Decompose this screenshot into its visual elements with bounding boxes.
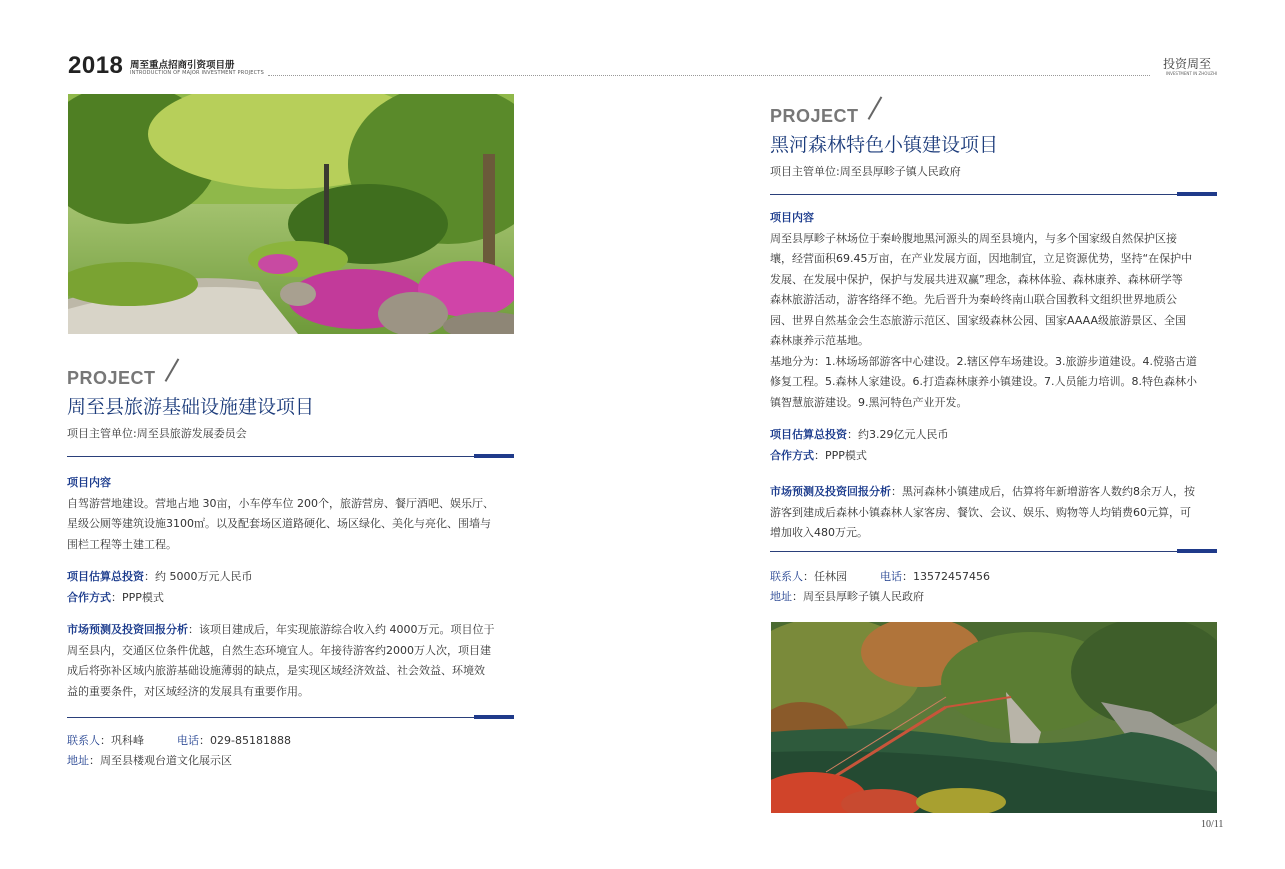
left-address-line (67, 752, 232, 768)
right-address-label: 地址 (770, 590, 792, 603)
right-content-line: 森林旅游活动，游客络绎不绝。先后晋升为秦岭终南山联合国教科文组织世界地质公 (770, 293, 1177, 306)
right-contact-label: 联系人 (770, 570, 803, 583)
right-project-slash (868, 96, 882, 119)
left-market-line: 益的重要条件，对区域经济的发展具有重要作用。 (67, 684, 309, 698)
left-content-line: 围栏工程等土建工程。 (67, 537, 177, 551)
header-right-subtitle: INVESTMENT IN ZHOUZHI (1166, 71, 1218, 76)
right-project-title: 黑河森林特色小镇建设项目 (770, 134, 999, 156)
garden-photo (68, 94, 514, 334)
right-divider-2-accent (1177, 549, 1217, 553)
left-phone-value: ：029-85181888 (199, 734, 291, 747)
right-divider-1-accent (1177, 192, 1217, 196)
right-phone-value: ：13572457456 (902, 570, 990, 583)
right-divider-2 (770, 551, 1217, 552)
right-market-first: ：黑河森林小镇建成后，估算将年新增游客人数约8余万人，按 (891, 485, 1195, 498)
header-subtitle: INTRODUCTION OF MAJOR INVESTMENT PROJECTS (130, 70, 264, 76)
right-content-line: 森林康养示范基地。 (770, 334, 869, 347)
left-market-section (67, 620, 519, 702)
right-content-line: 壤，经营面积69.45万亩，在产业发展方面，因地制宜，立足资源优势，坚持“在保护中 (770, 252, 1193, 265)
right-content-line: 园、世界自然基金会生态旅游示范区、国家级森林公园、国家AAAA级旅游景区、全国 (770, 313, 1187, 327)
left-cooperation-value: ：PPP模式 (111, 590, 164, 604)
right-content-label: 项目内容 (770, 211, 814, 224)
right-content-line: 发展、在发展中保护，保护与发展共进双赢”理念，森林体验、森林康养、森林研学等 (770, 272, 1183, 286)
right-content-section (770, 208, 1222, 413)
header-right-title: 投资周至 (1163, 57, 1212, 71)
right-market-line: 增加收入480万元。 (770, 526, 868, 539)
right-content-line: 修复工程。5.森林人家建设。6.打造森林康养小镇建设。7.人员能力培训。8.特色森林小 (770, 375, 1197, 388)
left-investment-label: 项目估算总投资 (67, 570, 144, 583)
header-year: 2018 (68, 52, 124, 79)
left-contact-label: 联系人 (67, 734, 100, 747)
right-market-label: 市场预测及投资回报分析 (770, 485, 891, 498)
right-investment-value: ：约3.29亿元人民币 (847, 428, 949, 441)
left-address-value: ：周至县楼观台道文化展示区 (89, 754, 232, 767)
header-title: 周至重点招商引资项目册 (130, 60, 235, 71)
right-investment-label: 项目估算总投资 (770, 428, 847, 441)
left-divider-1-accent (474, 454, 514, 458)
right-content-line: 周至县厚畛子林场位于秦岭腹地黑河源头的周至县境内，与多个国家级自然保护区接 (770, 231, 1177, 245)
left-market-line: 成后将弥补区域内旅游基础设施薄弱的缺点，是实现区域经济效益、社会效益、环境效 (67, 664, 485, 677)
left-content-line: 星级公厕等建筑设施3100㎡。以及配套场区道路硬化、场区绿化、美化与亮化、围墙与 (67, 517, 491, 530)
right-content-line: 镇智慧旅游建设。9.黑河特色产业开发。 (770, 395, 968, 409)
page-number: 10/11 (1201, 819, 1224, 830)
left-project-slash (165, 358, 179, 381)
left-content-section (67, 473, 517, 555)
left-cooperation-label: 合作方式 (67, 590, 111, 604)
left-market-label: 市场预测及投资回报分析 (67, 623, 188, 636)
right-divider-1 (770, 194, 1217, 195)
left-content-label: 项目内容 (67, 476, 111, 489)
right-investment-section (770, 425, 1222, 466)
left-project-label: PROJECT (67, 368, 156, 388)
right-cooperation-label: 合作方式 (770, 448, 814, 462)
left-market-line: 周至县内，交通区位条件优越，自然生态环境宜人。年接待游客约2000万人次，项目建 (67, 643, 491, 657)
left-content-line: 自驾游营地建设。营地占地 30亩，小车停车位 200个，旅游营房、餐厅酒吧、娱乐厅、 (67, 496, 494, 510)
right-phone-label: 电话 (880, 570, 902, 583)
left-investment-section (67, 567, 517, 608)
right-market-section (770, 482, 1225, 544)
right-contact-line (770, 568, 990, 584)
left-investment-value: ：约 5000万元人民币 (144, 570, 253, 583)
right-address-line (770, 588, 924, 604)
right-project-owner: 项目主管单位:周至县厚畛子镇人民政府 (770, 165, 961, 178)
left-contact-line (67, 732, 291, 748)
right-cooperation-value: ：PPP模式 (814, 448, 867, 462)
right-address-value: ：周至县厚畛子镇人民政府 (792, 590, 924, 603)
left-phone-label: 电话 (177, 734, 199, 747)
header-dotted-line (268, 75, 1150, 76)
left-divider-2-accent (474, 715, 514, 719)
right-contact-value: ：任林园 (803, 570, 847, 583)
left-project-title: 周至县旅游基础设施建设项目 (67, 396, 315, 418)
left-contact-value: ：巩科峰 (100, 734, 144, 747)
right-content-line: 基地分为：1.林场场部游客中心建设。2.辖区停车场建设。3.旅游步道建设。4.傥骆古道 (770, 354, 1197, 368)
left-project-owner: 项目主管单位:周至县旅游发展委员会 (67, 427, 247, 440)
left-divider-1 (67, 456, 514, 457)
left-divider-2 (67, 717, 514, 718)
left-address-label: 地址 (67, 754, 89, 767)
left-market-first: ：该项目建成后，年实现旅游综合收入约 4000万元。项目位于 (188, 623, 495, 636)
right-market-line: 游客到建成后森林小镇森林人家客房、餐饮、会议、娱乐、购物等人均销费60元算，可 (770, 505, 1191, 519)
right-project-label: PROJECT (770, 106, 859, 126)
gorge-bridge-photo (771, 622, 1217, 813)
